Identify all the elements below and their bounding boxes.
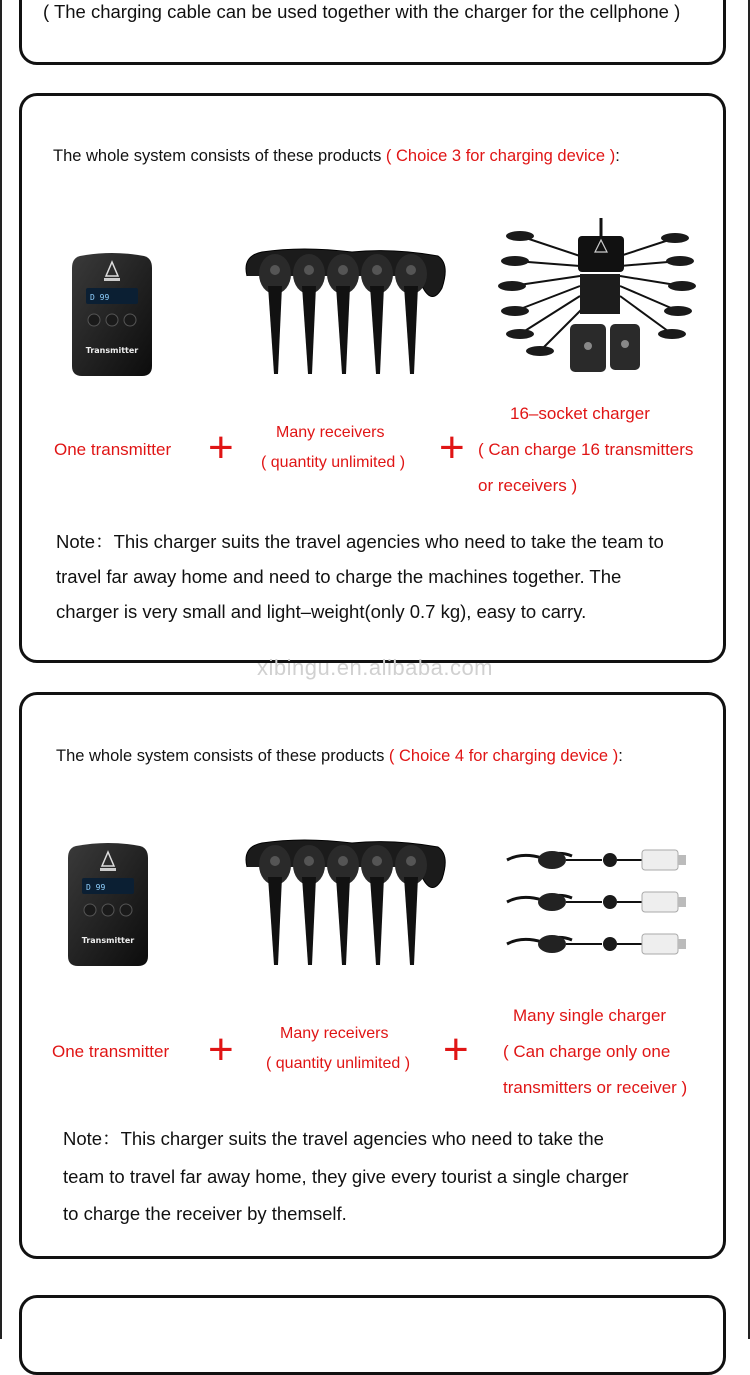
note-line: travel far away home and need to charge the machines together. The [56,566,622,587]
intro-colon: : [618,747,623,765]
svg-text:D 99: D 99 [90,293,110,302]
charger-label-line3: or receivers ) [478,476,578,495]
transmitter-image [70,252,154,377]
charger-label-line2: ( Can charge 16 transmitters [478,440,694,459]
section-note [63,1120,629,1233]
receivers-image [242,246,452,376]
intro-choice: ( Choice 3 for charging device ) [381,147,616,165]
top-card [19,0,726,65]
transmitter-brand: Transmitter [81,936,135,945]
intro-text: The whole system consists of these products [53,147,382,165]
note-line: Note：This charger suits the travel agencies who need to take the team to [56,531,664,552]
note-line: to charge the receiver by themself. [63,1203,347,1224]
transmitter-image [66,842,150,967]
top-card-note: ( The charging cable can be used together with the charger for the cellphone ) [43,1,681,22]
receivers-label-line1: Many receivers [280,1025,389,1042]
intro-colon: : [615,147,620,165]
note-line: Note：This charger suits the travel agencies who need to take the [63,1128,604,1149]
section-intro [56,747,623,766]
plus-sign-1: + [208,1025,234,1074]
single-chargers-image [502,842,692,962]
receivers-label-line1: Many receivers [276,424,385,441]
intro-choice: ( Choice 4 for charging device ) [384,747,619,765]
plus-sign-1: + [208,423,234,472]
charger-label-line3: transmitters or receiver ) [503,1078,688,1097]
section-intro [53,147,620,166]
transmitter-brand: Transmitter [85,346,139,355]
watermark: xibingu.en.alibaba.com [256,655,494,680]
plus-sign-2: + [439,423,465,472]
receivers-label-line2: ( quantity unlimited ) [261,454,406,471]
section-choice-4 [19,692,726,1259]
bottom-card [19,1295,726,1375]
receivers-image [242,837,452,967]
note-line: charger is very small and light–weight(only 0.7 kg), easy to carry. [56,601,587,622]
plus-sign-2: + [443,1025,469,1074]
charger-label-line2: ( Can charge only one [503,1042,671,1061]
note-line: team to travel far away home, they give every tourist a single charger [63,1165,629,1187]
intro-text: The whole system consists of these products [56,747,385,765]
svg-text:D 99: D 99 [86,883,106,892]
transmitter-label: One transmitter [54,440,172,459]
transmitter-label: One transmitter [52,1042,170,1061]
charger-label-line1: Many single charger [513,1006,667,1025]
charger-label-line1: 16–socket charger [510,404,650,423]
section-note [56,524,664,629]
charger-16-socket-image [500,216,690,376]
receivers-label-line2: ( quantity unlimited ) [266,1055,411,1072]
section-choice-3 [19,93,726,663]
